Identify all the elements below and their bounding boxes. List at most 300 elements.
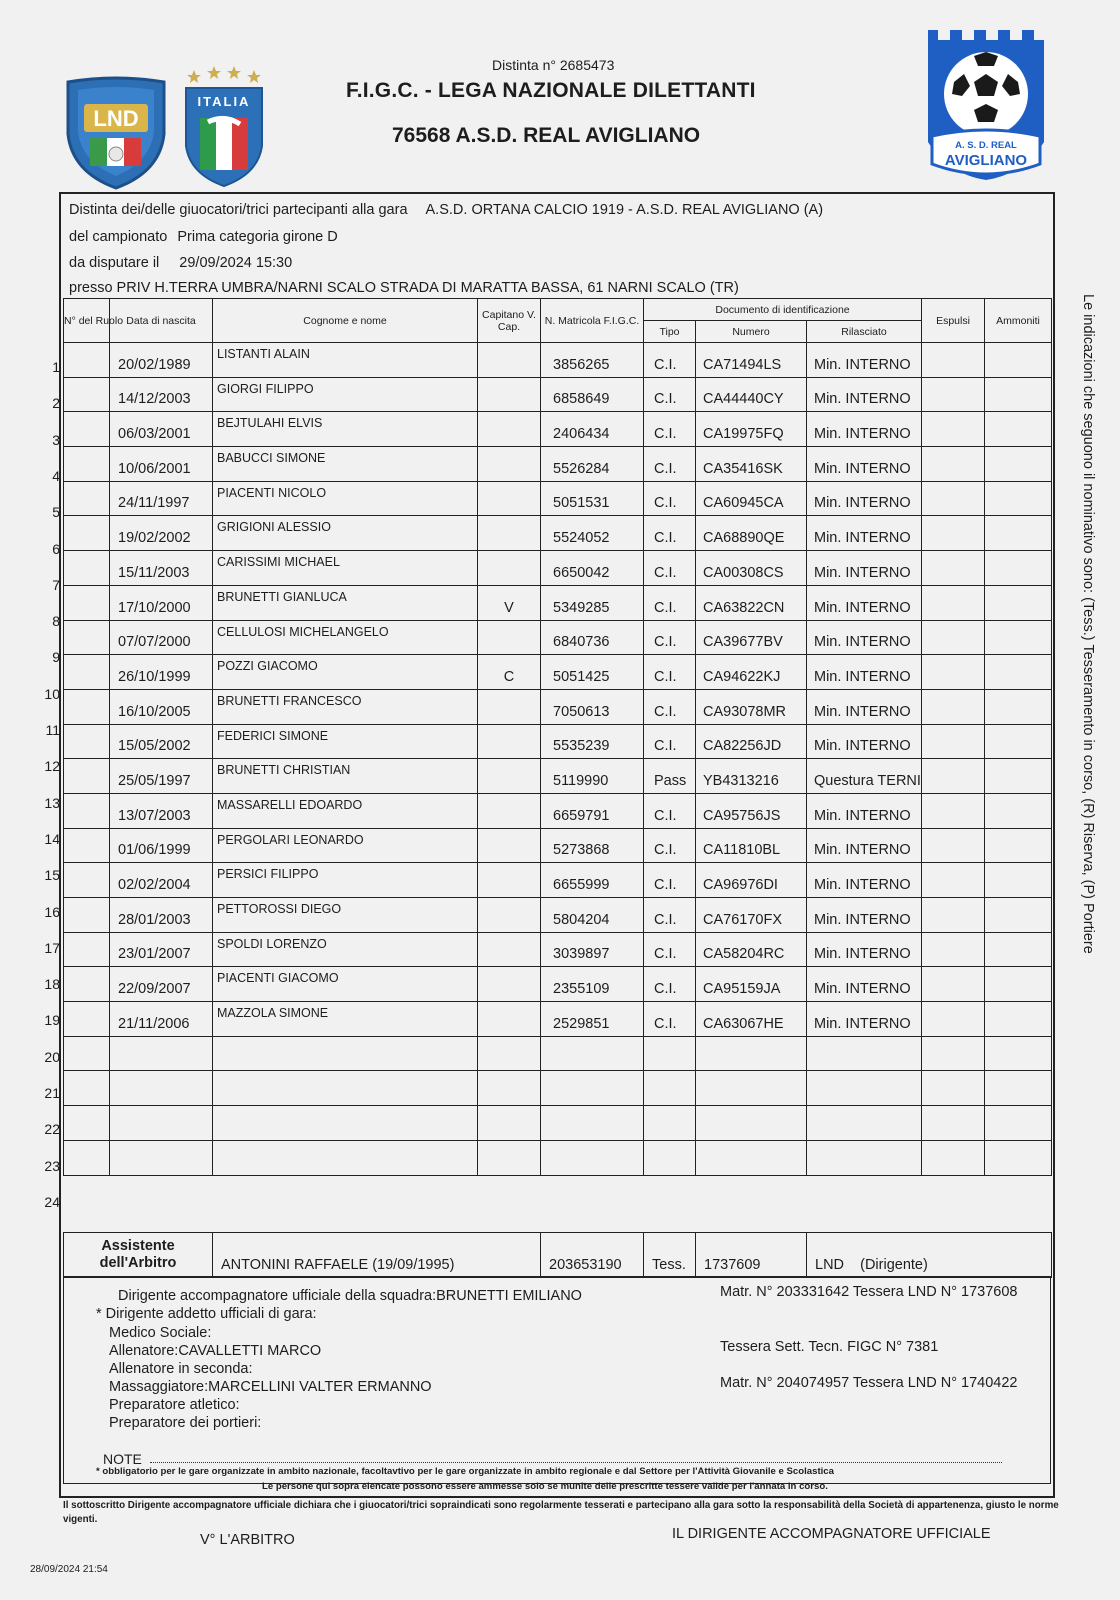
massaggiatore: Massaggiatore:MARCELLINI VALTER ERMANNO <box>109 1379 432 1395</box>
ruolo-cell <box>64 1071 110 1106</box>
info-gara <box>69 202 823 218</box>
birthdate-cell: 21/11/2006 <box>110 1002 213 1037</box>
captain-cell <box>478 793 541 828</box>
doc-number-cell: CA63822CN <box>696 585 807 620</box>
ammoniti-cell <box>985 343 1052 378</box>
doc-type-cell: C.I. <box>644 516 696 551</box>
espulsi-cell <box>922 655 985 690</box>
doc-type-cell: C.I. <box>644 689 696 724</box>
captain-cell <box>478 377 541 412</box>
print-timestamp: 28/09/2024 21:54 <box>30 1564 108 1575</box>
captain-cell <box>478 1036 541 1071</box>
captain-cell <box>478 1002 541 1037</box>
row-number: 20 <box>44 1048 60 1065</box>
doc-type-cell: C.I. <box>644 967 696 1002</box>
assistant-label-1: Assistente <box>101 1238 175 1254</box>
col-documento: Documento di identificazione <box>644 299 922 321</box>
espulsi-cell <box>922 898 985 933</box>
doc-number-cell: YB4313216 <box>696 759 807 794</box>
player-name-cell <box>213 1140 478 1175</box>
matricola-cell: 5349285 <box>541 585 644 620</box>
captain-cell <box>478 343 541 378</box>
table-row <box>64 620 1052 655</box>
row-number: 18 <box>44 976 60 993</box>
info-data <box>69 255 292 271</box>
doc-number-cell: CA71494LS <box>696 343 807 378</box>
player-name-cell: CELLULOSI MICHELANGELO <box>213 620 478 655</box>
header-club: 76568 A.S.D. REAL AVIGLIANO <box>392 124 701 147</box>
ruolo-cell <box>64 932 110 967</box>
row-number: 22 <box>44 1121 60 1138</box>
doc-number-cell: CA95756JS <box>696 793 807 828</box>
doc-type-cell: C.I. <box>644 481 696 516</box>
doc-issuer-cell <box>807 1036 922 1071</box>
table-row <box>64 551 1052 586</box>
gara-label: Distinta dei/delle giuocatori/trici partecipanti alla gara <box>69 202 408 218</box>
doc-type-cell <box>644 1106 696 1141</box>
matricola-cell: 3039897 <box>541 932 644 967</box>
data-value: 29/09/2024 15:30 <box>179 255 293 271</box>
doc-issuer-cell: Min. INTERNO <box>807 481 922 516</box>
row-number: 1 <box>52 359 60 375</box>
row-number: 6 <box>52 540 60 557</box>
ammoniti-cell <box>985 481 1052 516</box>
ruolo-cell <box>64 898 110 933</box>
birthdate-cell <box>110 1106 213 1141</box>
assistant-table <box>63 1232 1052 1278</box>
player-name-cell: MAZZOLA SIMONE <box>213 1002 478 1037</box>
captain-cell <box>478 1071 541 1106</box>
ruolo-cell <box>64 1036 110 1071</box>
preparatore-atletico: Preparatore atletico: <box>109 1397 240 1413</box>
svg-text:LND: LND <box>93 106 139 131</box>
captain-cell <box>478 1106 541 1141</box>
doc-issuer-cell: Min. INTERNO <box>807 655 922 690</box>
table-row <box>64 898 1052 933</box>
doc-issuer-cell: Min. INTERNO <box>807 898 922 933</box>
ammoniti-cell <box>985 828 1052 863</box>
ruolo-cell <box>64 1002 110 1037</box>
espulsi-cell <box>922 551 985 586</box>
doc-number-cell <box>696 1036 807 1071</box>
birthdate-cell: 10/06/2001 <box>110 447 213 482</box>
matricola-cell: 7050613 <box>541 689 644 724</box>
doc-issuer-cell: Min. INTERNO <box>807 585 922 620</box>
ruolo-cell <box>64 967 110 1002</box>
matricola-cell <box>541 1036 644 1071</box>
player-name-cell: BRUNETTI CHRISTIAN <box>213 759 478 794</box>
matricola-cell: 5526284 <box>541 447 644 482</box>
doc-issuer-cell: Min. INTERNO <box>807 828 922 863</box>
doc-number-cell: CA11810BL <box>696 828 807 863</box>
table-row <box>64 1036 1052 1071</box>
doc-number-cell: CA94622KJ <box>696 655 807 690</box>
espulsi-cell <box>922 447 985 482</box>
table-row <box>64 447 1052 482</box>
distinta-number: Distinta n° 2685473 <box>492 57 615 73</box>
espulsi-cell <box>922 377 985 412</box>
players-table <box>63 298 1052 1176</box>
doc-issuer-cell <box>807 1106 922 1141</box>
doc-type-cell <box>644 1036 696 1071</box>
row-number: 7 <box>52 576 60 593</box>
birthdate-cell: 23/01/2007 <box>110 932 213 967</box>
doc-type-cell: C.I. <box>644 898 696 933</box>
dirigente-addetto: * Dirigente addetto ufficiali di gara: <box>96 1306 317 1322</box>
ammoniti-cell <box>985 689 1052 724</box>
ammoniti-cell <box>985 620 1052 655</box>
player-name-cell: PIACENTI GIACOMO <box>213 967 478 1002</box>
matricola-cell: 6655999 <box>541 863 644 898</box>
ruolo-cell <box>64 620 110 655</box>
assistant-label-2: dell'Arbitro <box>99 1255 177 1271</box>
ammoniti-cell <box>985 1106 1052 1141</box>
ruolo-cell <box>64 1106 110 1141</box>
doc-issuer-cell: Min. INTERNO <box>807 551 922 586</box>
espulsi-cell <box>922 412 985 447</box>
note-label: NOTE <box>103 1451 142 1467</box>
ammoniti-cell <box>985 1002 1052 1037</box>
matricola-cell: 2529851 <box>541 1002 644 1037</box>
matricola-cell: 2406434 <box>541 412 644 447</box>
ammoniti-cell <box>985 898 1052 933</box>
svg-text:A. S. D. REAL: A. S. D. REAL <box>955 140 1017 151</box>
espulsi-cell <box>922 516 985 551</box>
matricola-cell: 5273868 <box>541 828 644 863</box>
captain-cell <box>478 863 541 898</box>
table-row <box>64 863 1052 898</box>
captain-cell <box>478 620 541 655</box>
matricola-cell: 6858649 <box>541 377 644 412</box>
ammoniti-cell <box>985 447 1052 482</box>
player-name-cell: MASSARELLI EDOARDO <box>213 793 478 828</box>
row-number: 3 <box>52 431 60 448</box>
col-capitano: Capitano V. Cap. <box>478 299 541 343</box>
table-row <box>64 343 1052 378</box>
doc-type-cell: C.I. <box>644 412 696 447</box>
row-number: 9 <box>52 649 60 666</box>
captain-cell: V <box>478 585 541 620</box>
doc-type-cell <box>644 1140 696 1175</box>
birthdate-cell: 19/02/2002 <box>110 516 213 551</box>
note-dotted-line <box>150 1462 1002 1463</box>
birthdate-cell <box>110 1071 213 1106</box>
birthdate-cell: 14/12/2003 <box>110 377 213 412</box>
birthdate-cell: 16/10/2005 <box>110 689 213 724</box>
signature-arbitro: V° L'ARBITRO <box>200 1532 295 1548</box>
ruolo-cell <box>64 377 110 412</box>
player-name-cell <box>213 1071 478 1106</box>
espulsi-cell <box>922 1071 985 1106</box>
player-name-cell: FEDERICI SIMONE <box>213 724 478 759</box>
espulsi-cell <box>922 481 985 516</box>
doc-type-cell: Pass <box>644 759 696 794</box>
table-row <box>64 1071 1052 1106</box>
captain-cell <box>478 898 541 933</box>
captain-cell <box>478 759 541 794</box>
matricola-cell: 5524052 <box>541 516 644 551</box>
assistant-num: 1737609 <box>696 1233 807 1278</box>
doc-number-cell: CA58204RC <box>696 932 807 967</box>
row-number: 2 <box>52 395 60 412</box>
espulsi-cell <box>922 689 985 724</box>
birthdate-cell: 01/06/1999 <box>110 828 213 863</box>
ammoniti-cell <box>985 932 1052 967</box>
doc-issuer-cell: Min. INTERNO <box>807 377 922 412</box>
birthdate-cell: 22/09/2007 <box>110 967 213 1002</box>
matricola-cell: 5804204 <box>541 898 644 933</box>
captain-cell <box>478 689 541 724</box>
ammoniti-cell <box>985 793 1052 828</box>
doc-issuer-cell: Min. INTERNO <box>807 1002 922 1037</box>
doc-type-cell: C.I. <box>644 932 696 967</box>
player-name-cell: BRUNETTI GIANLUCA <box>213 585 478 620</box>
captain-cell <box>478 828 541 863</box>
espulsi-cell <box>922 1002 985 1037</box>
assistant-mat: 203653190 <box>541 1233 644 1278</box>
row-number: 15 <box>44 867 60 884</box>
table-row <box>64 967 1052 1002</box>
player-name-cell <box>213 1036 478 1071</box>
espulsi-cell <box>922 828 985 863</box>
table-row <box>64 1106 1052 1141</box>
ruolo-cell <box>64 481 110 516</box>
matricola-cell <box>541 1140 644 1175</box>
espulsi-cell <box>922 863 985 898</box>
doc-type-cell: C.I. <box>644 377 696 412</box>
svg-text:ITALIA: ITALIA <box>197 94 251 109</box>
matricola-cell: 5051531 <box>541 481 644 516</box>
birthdate-cell: 24/11/1997 <box>110 481 213 516</box>
medico-sociale: Medico Sociale: <box>109 1325 212 1341</box>
doc-number-cell <box>696 1106 807 1141</box>
ruolo-cell <box>64 863 110 898</box>
row-number: 5 <box>52 504 60 521</box>
doc-type-cell: C.I. <box>644 793 696 828</box>
doc-issuer-cell: Min. INTERNO <box>807 412 922 447</box>
ruolo-cell <box>64 1140 110 1175</box>
espulsi-cell <box>922 620 985 655</box>
doc-issuer-cell: Min. INTERNO <box>807 343 922 378</box>
col-matricola: N. Matricola F.I.G.C. <box>541 299 644 343</box>
table-row <box>64 377 1052 412</box>
matricola-cell: 6659791 <box>541 793 644 828</box>
doc-type-cell: C.I. <box>644 828 696 863</box>
ruolo-cell <box>64 343 110 378</box>
doc-type-cell: C.I. <box>644 655 696 690</box>
espulsi-cell <box>922 1036 985 1071</box>
row-number: 17 <box>44 939 60 956</box>
ammoniti-cell <box>985 759 1052 794</box>
birthdate-cell: 13/07/2003 <box>110 793 213 828</box>
svg-text:AVIGLIANO: AVIGLIANO <box>944 152 1028 169</box>
matricola-cell: 3856265 <box>541 343 644 378</box>
ammoniti-cell <box>985 551 1052 586</box>
espulsi-cell <box>922 724 985 759</box>
doc-issuer-cell: Min. INTERNO <box>807 967 922 1002</box>
club-logo <box>924 24 1048 182</box>
doc-number-cell: CA68890QE <box>696 516 807 551</box>
table-row <box>64 412 1052 447</box>
footnote-obbligatorio: * obbligatorio per le gare organizzate in ambito nazionale, facoltavtivo per le gare organizzate in ambito regionale e dal Settore per l'Attività Giovanile e Scolastica <box>96 1466 834 1477</box>
doc-number-cell: CA35416SK <box>696 447 807 482</box>
doc-number-cell: CA82256JD <box>696 724 807 759</box>
side-note <box>1078 294 1100 974</box>
doc-number-cell: CA44440CY <box>696 377 807 412</box>
row-number: 4 <box>52 467 60 484</box>
player-name-cell: GRIGIONI ALESSIO <box>213 516 478 551</box>
assistant-label <box>64 1233 213 1278</box>
matricola-cell: 5051425 <box>541 655 644 690</box>
doc-number-cell: CA19975FQ <box>696 412 807 447</box>
matricola-cell: 6840736 <box>541 620 644 655</box>
data-label: da disputare il <box>69 255 160 271</box>
birthdate-cell: 28/01/2003 <box>110 898 213 933</box>
player-name-cell: BABUCCI SIMONE <box>213 447 478 482</box>
allenatore-seconda: Allenatore in seconda: <box>109 1361 253 1377</box>
doc-type-cell <box>644 1071 696 1106</box>
footnote-tessere: Le persone qui sopra elencate possono essere ammesse solo se munite delle prescritte tessere valide per l'annata in corso. <box>262 1481 828 1492</box>
doc-type-cell: C.I. <box>644 863 696 898</box>
row-number: 19 <box>44 1012 60 1029</box>
doc-number-cell: CA00308CS <box>696 551 807 586</box>
matricola-cell <box>541 1106 644 1141</box>
header-title: F.I.G.C. - LEGA NAZIONALE DILETTANTI <box>346 79 756 102</box>
ruolo-cell <box>64 724 110 759</box>
ammoniti-cell <box>985 724 1052 759</box>
birthdate-cell: 26/10/1999 <box>110 655 213 690</box>
doc-issuer-cell: Min. INTERNO <box>807 516 922 551</box>
doc-issuer-cell: Min. INTERNO <box>807 793 922 828</box>
assistant-row <box>64 1233 1052 1278</box>
ruolo-cell <box>64 759 110 794</box>
player-name-cell <box>213 1106 478 1141</box>
doc-issuer-cell <box>807 1140 922 1175</box>
dirigente-accompagnatore: Dirigente accompagnatore ufficiale della squadra:BRUNETTI EMILIANO <box>118 1288 582 1304</box>
birthdate-cell: 06/03/2001 <box>110 412 213 447</box>
ammoniti-cell <box>985 655 1052 690</box>
birthdate-cell <box>110 1140 213 1175</box>
table-row <box>64 516 1052 551</box>
ammoniti-cell <box>985 1036 1052 1071</box>
espulsi-cell <box>922 343 985 378</box>
row-number: 11 <box>45 722 60 738</box>
doc-number-cell: CA76170FX <box>696 898 807 933</box>
player-name-cell: PERSICI FILIPPO <box>213 863 478 898</box>
doc-number-cell: CA63067HE <box>696 1002 807 1037</box>
ammoniti-cell <box>985 516 1052 551</box>
player-name-cell: GIORGI FILIPPO <box>213 377 478 412</box>
ammoniti-cell <box>985 1071 1052 1106</box>
player-name-cell: POZZI GIACOMO <box>213 655 478 690</box>
table-row <box>64 481 1052 516</box>
row-number: 8 <box>52 613 60 630</box>
captain-cell <box>478 551 541 586</box>
captain-cell <box>478 1140 541 1175</box>
ruolo-cell <box>64 551 110 586</box>
col-tipo: Tipo <box>644 321 696 343</box>
doc-type-cell: C.I. <box>644 1002 696 1037</box>
birthdate-cell: 17/10/2000 <box>110 585 213 620</box>
ammoniti-cell <box>985 412 1052 447</box>
campionato-value: Prima categoria girone D <box>177 229 338 245</box>
birthdate-cell: 15/05/2002 <box>110 724 213 759</box>
doc-issuer-cell: Min. INTERNO <box>807 689 922 724</box>
ruolo-cell <box>64 516 110 551</box>
birthdate-cell: 20/02/1989 <box>110 343 213 378</box>
table-row <box>64 1002 1052 1037</box>
matricola-cell <box>541 1071 644 1106</box>
ruolo-cell <box>64 447 110 482</box>
doc-number-cell <box>696 1071 807 1106</box>
col-nascita: Data di nascita <box>110 299 213 343</box>
captain-cell <box>478 932 541 967</box>
row-number: 16 <box>44 903 60 920</box>
matricola-cell: 2355109 <box>541 967 644 1002</box>
captain-cell: C <box>478 655 541 690</box>
ruolo-cell <box>64 793 110 828</box>
captain-cell <box>478 481 541 516</box>
ruolo-cell <box>64 828 110 863</box>
row-number: 12 <box>44 758 60 775</box>
player-name-cell: PETTOROSSI DIEGO <box>213 898 478 933</box>
table-row <box>64 932 1052 967</box>
player-name-cell: PIACENTI NICOLO <box>213 481 478 516</box>
legal-declaration: Il sottoscritto Dirigente accompagnatore ufficiale dichiara che i giuocatori/trici sopraindicati sono regolarmente tesserati e partecipano alla gara sotto la responsabilità della Società di appartenenza, giusto le norme vigenti. <box>63 1500 1059 1525</box>
table-row <box>64 724 1052 759</box>
row-number: 24 <box>44 1193 60 1210</box>
col-rilasciato: Rilasciato <box>807 321 922 343</box>
table-row <box>64 828 1052 863</box>
birthdate-cell <box>110 1036 213 1071</box>
figc-italia-logo <box>182 60 266 188</box>
table-row <box>64 759 1052 794</box>
espulsi-cell <box>922 585 985 620</box>
doc-issuer-cell <box>807 1071 922 1106</box>
espulsi-cell <box>922 793 985 828</box>
col-nome: Cognome e nome <box>213 299 478 343</box>
captain-cell <box>478 412 541 447</box>
gara-value: A.S.D. ORTANA CALCIO 1919 - A.S.D. REAL AVIGLIANO (A) <box>425 202 824 218</box>
lnd-logo <box>64 76 168 190</box>
signature-dirigente: IL DIRIGENTE ACCOMPAGNATORE UFFICIALE <box>672 1526 991 1542</box>
table-row <box>64 585 1052 620</box>
matricola-cell: 5535239 <box>541 724 644 759</box>
espulsi-cell <box>922 1140 985 1175</box>
espulsi-cell <box>922 932 985 967</box>
ruolo-cell <box>64 689 110 724</box>
preparatore-portieri: Preparatore dei portieri: <box>109 1415 262 1431</box>
players-body <box>64 343 1052 1176</box>
player-name-cell: SPOLDI LORENZO <box>213 932 478 967</box>
doc-number-cell: CA96976DI <box>696 863 807 898</box>
captain-cell <box>478 447 541 482</box>
col-ruolo: N° del Ruolo <box>64 299 110 343</box>
ammoniti-cell <box>985 377 1052 412</box>
doc-type-cell: C.I. <box>644 343 696 378</box>
row-number: 23 <box>44 1157 60 1174</box>
table-row <box>64 655 1052 690</box>
doc-issuer-cell: Min. INTERNO <box>807 932 922 967</box>
ammoniti-cell <box>985 967 1052 1002</box>
birthdate-cell: 15/11/2003 <box>110 551 213 586</box>
player-name-cell: CARISSIMI MICHAEL <box>213 551 478 586</box>
dirigente-accompagnatore-tessera: Matr. N° 203331642 Tessera LND N° 1737608 <box>720 1284 1018 1300</box>
birthdate-cell: 02/02/2004 <box>110 863 213 898</box>
assistant-name: ANTONINI RAFFAELE (19/09/1995) <box>213 1233 541 1278</box>
col-espulsi: Espulsi <box>922 299 985 343</box>
doc-number-cell: CA60945CA <box>696 481 807 516</box>
